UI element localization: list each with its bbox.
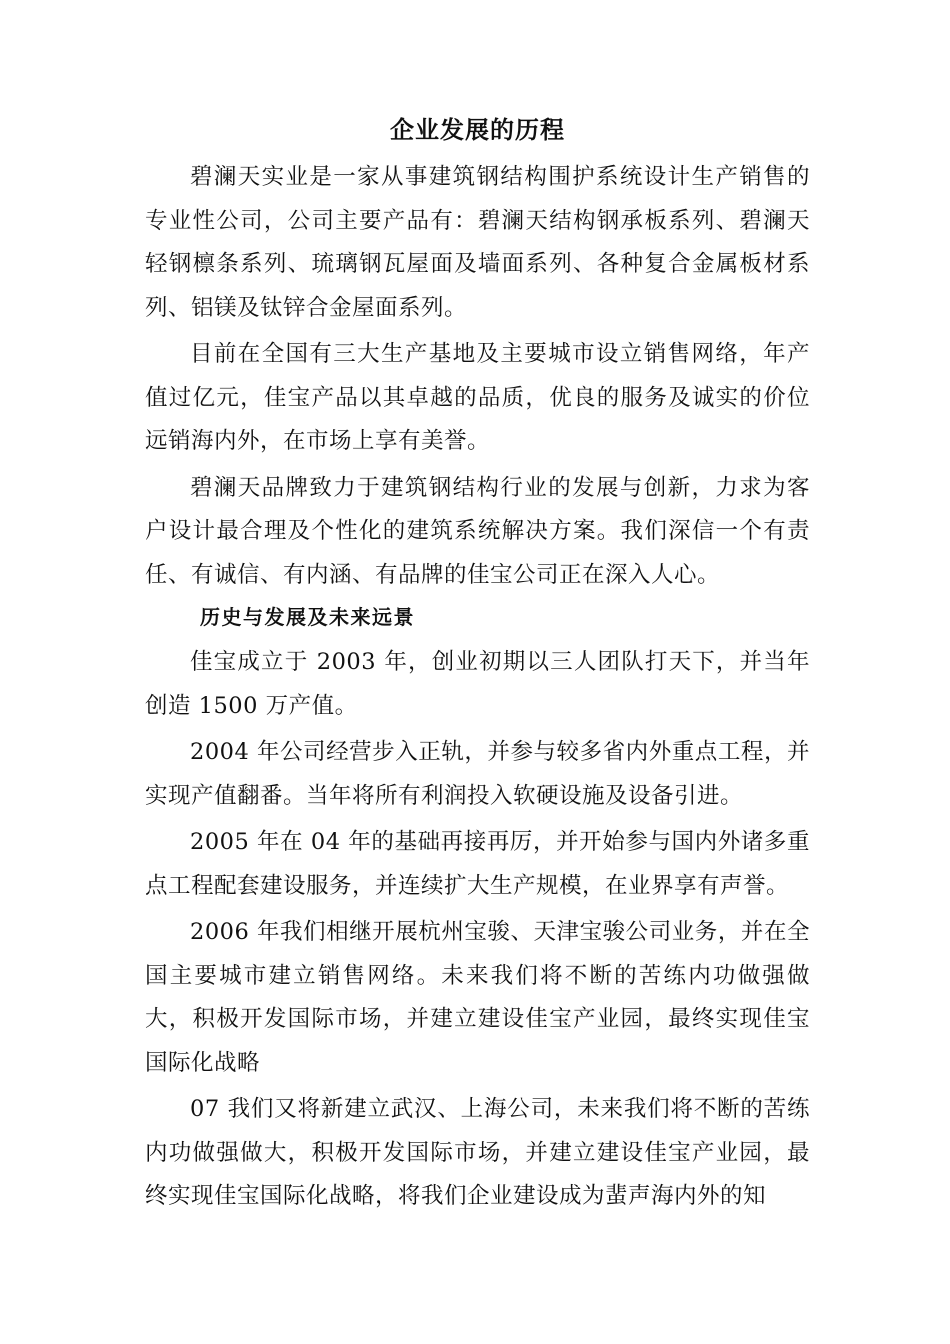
history-paragraph-2006: 2006 年我们相继开展杭州宝骏、天津宝骏公司业务，并在全国主要城市建立销售网络。未来我们将不断的苦练内功做强做大，积极开发国际市场，并建立建设佳宝产业园，最终实现佳宝国际化战略 xyxy=(145,919,810,1076)
company-name: 碧澜天实业 xyxy=(190,164,310,190)
document-page xyxy=(145,112,810,1219)
section-heading: 历史与发展及未来远景 xyxy=(200,605,415,629)
history-paragraph-2003: 佳宝成立于 2003 年，创业初期以三人团队打天下，并当年创造 1500 万产值。 xyxy=(145,649,810,719)
paragraph-brand: 碧澜天品牌致力于建筑钢结构行业的发展与创新，力求为客户设计最合理及个性化的建筑系统解决方案。我们深信一个有责任、有诚信、有内涵、有品牌的佳宝公司正在深入人心。 xyxy=(145,474,810,588)
intro-paragraph xyxy=(145,156,810,330)
history-paragraph-2007: 07 我们又将新建立武汉、上海公司，未来我们将不断的苦练内功做强做大，积极开发国际市场，并建立建设佳宝产业园，最终实现佳宝国际化战略，将我们企业建设成为蜚声海内外的知 xyxy=(145,1096,810,1209)
paragraph-production: 目前在全国有三大生产基地及主要城市设立销售网络，年产值过亿元，佳宝产品以其卓越的品质，优良的服务及诚实的价位远销海内外，在市场上享有美誉。 xyxy=(145,341,810,454)
history-paragraph-2005: 2005 年在 04 年的基础再接再厉，并开始参与国内外诸多重点工程配套建设服务，并连续扩大生产规模，在业界享有声誉。 xyxy=(145,829,810,899)
intro-text: 是一家从事建筑钢结构围护系统设计生产销售的专业性公司，公司主要产品有：碧澜天结构钢承板系列、碧澜天轻钢檩条系列、琉璃钢瓦屋面及墙面系列、各种复合金属板材系列、铝镁及钛锌合金屋面系列。 xyxy=(145,164,810,321)
history-paragraph-2004: 2004 年公司经营步入正轨，并参与较多省内外重点工程，并实现产值翻番。当年将所有利润投入软硬设施及设备引进。 xyxy=(145,739,810,809)
page-title: 企业发展的历程 xyxy=(390,116,565,144)
